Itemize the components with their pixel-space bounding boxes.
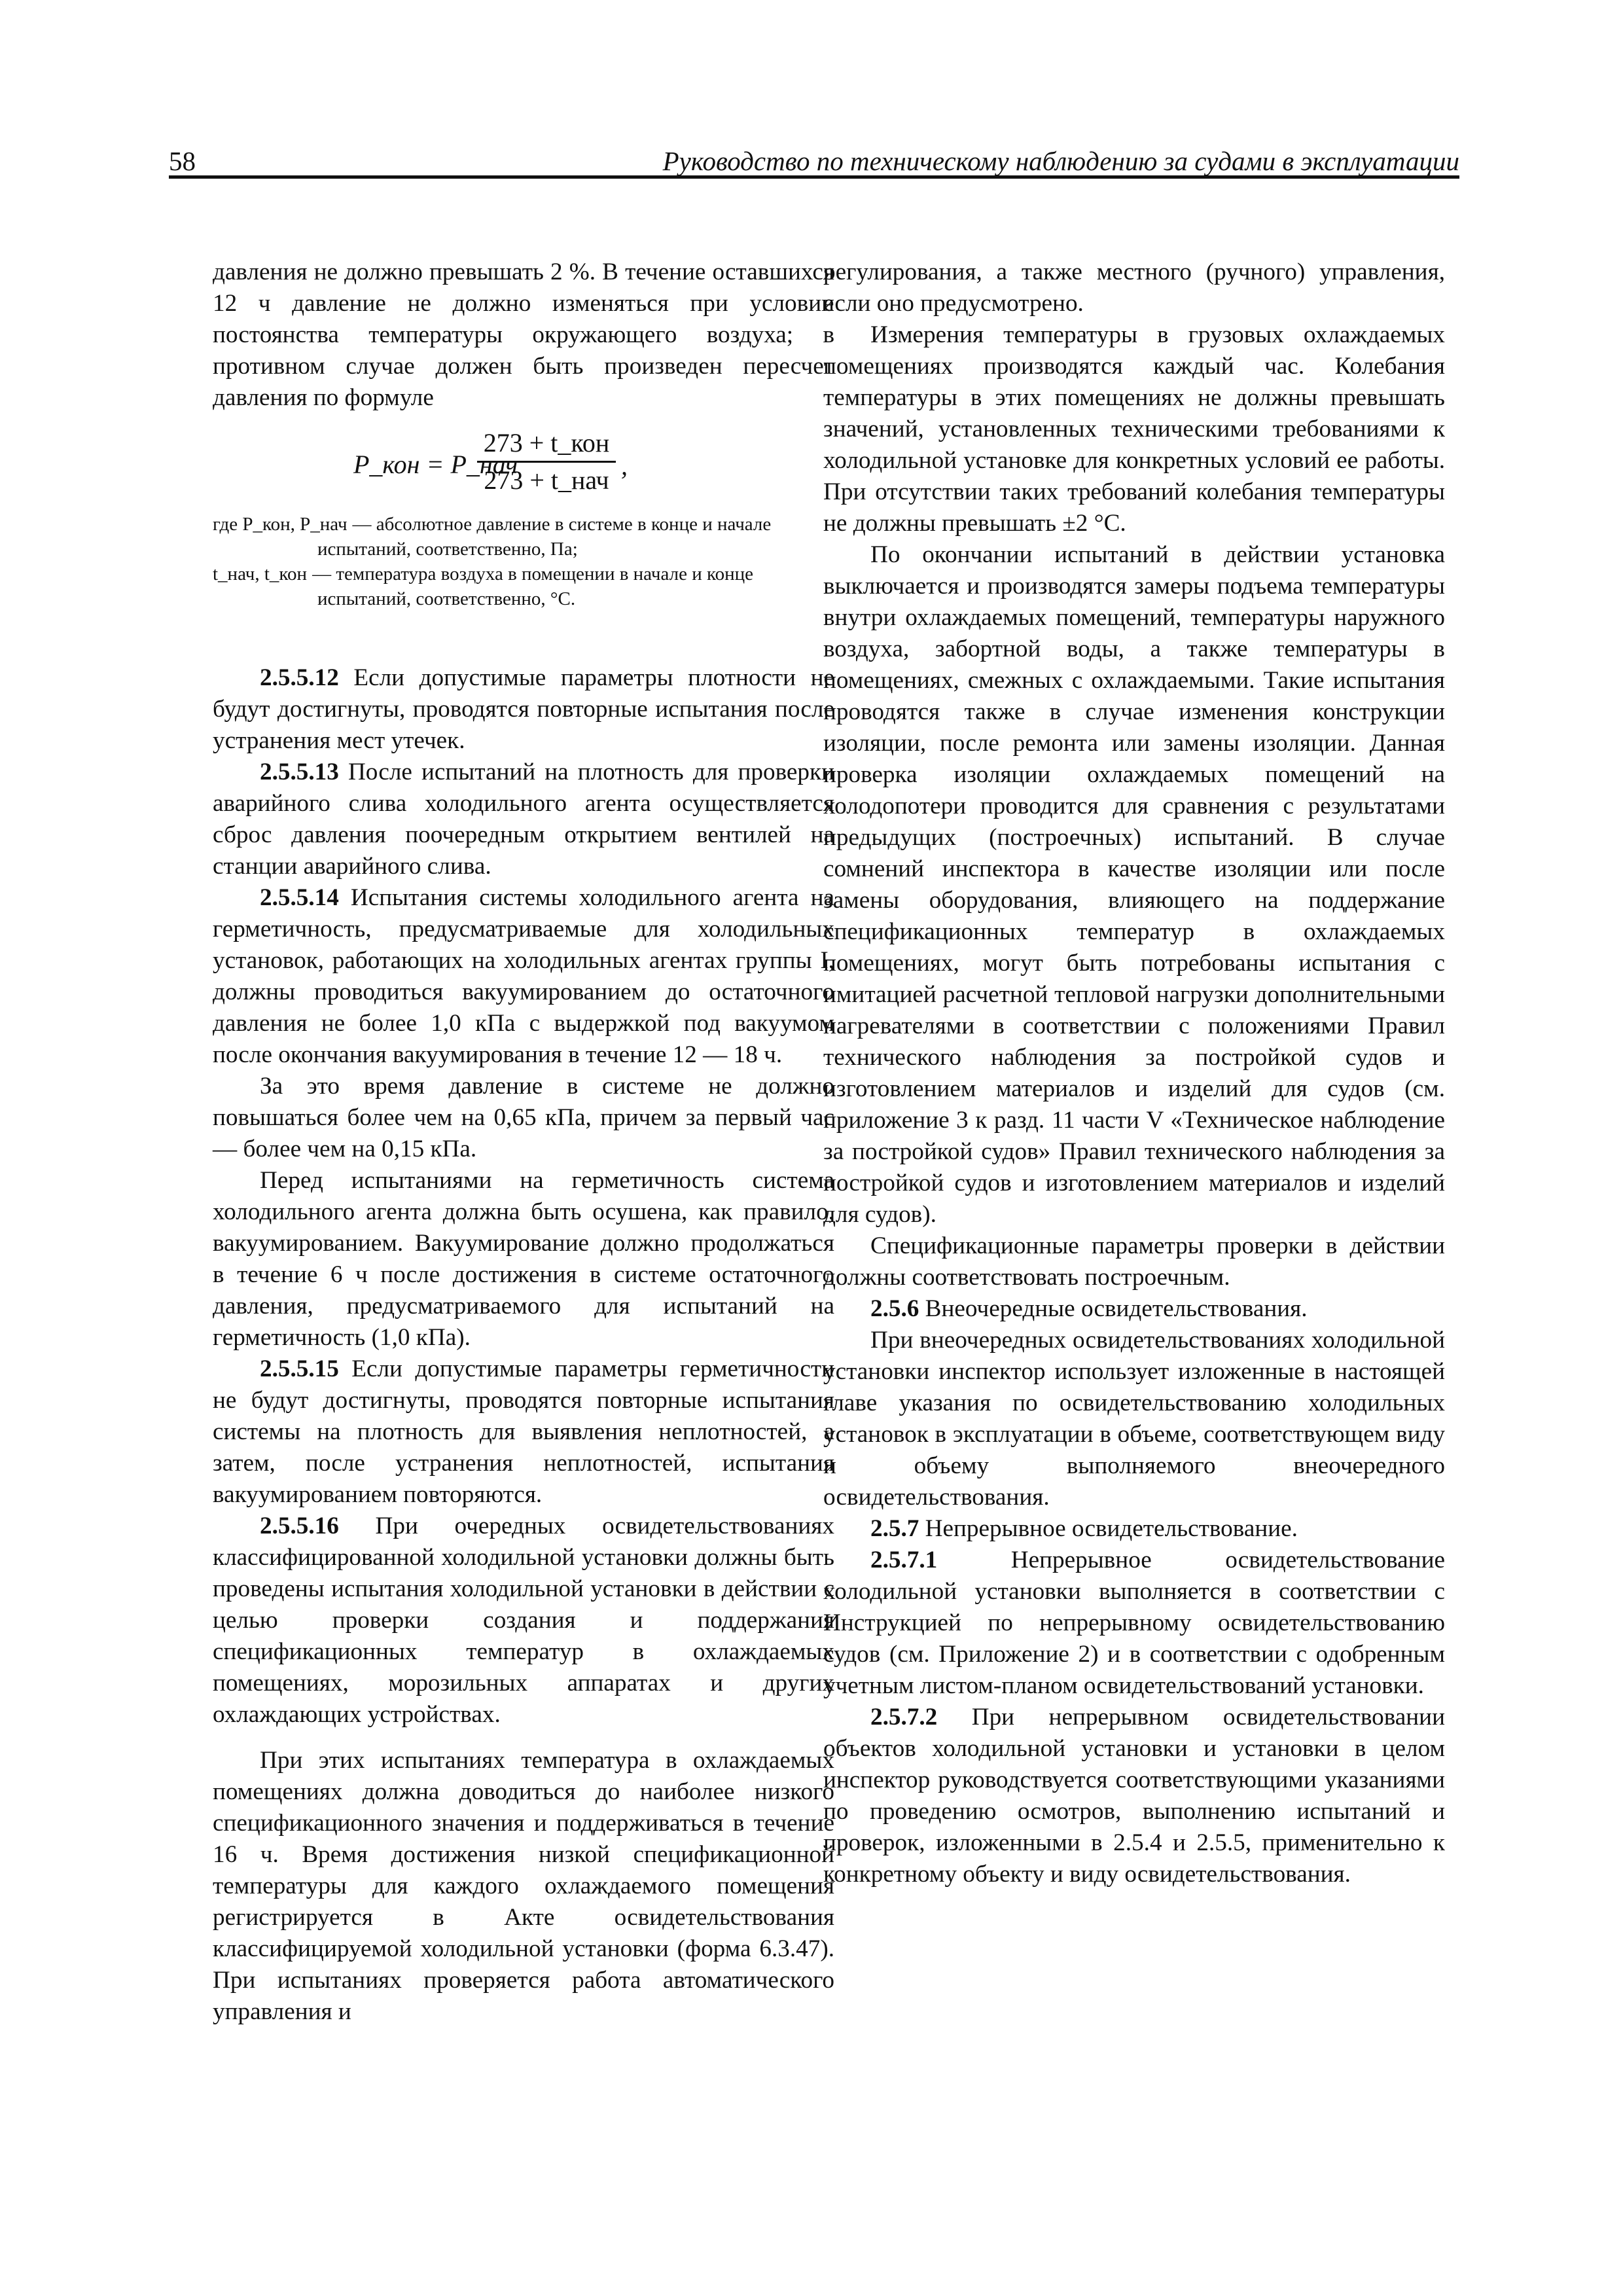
left-column: [213, 257, 834, 2028]
paragraph: При внеочередных освидетельствованиях холодильной установки инспектор использует изложенные в настоящей главе указания по освидетельствованию холодильных установок в эксплуатации в объеме, соответствующем виду и объему выполняемого внеочередного освидетельствования.: [823, 1327, 1445, 1511]
legend-symbol: где P_кон, P_нач: [213, 514, 348, 535]
clause-number: 2.5.5.14: [260, 884, 339, 911]
paragraph-text: При очередных освидетельствованиях классифицированной холодильной установки должны быть проведены испытания холодильной установки в действии с целью проверки создания и поддержания спецификационных температур в охлаждаемых помещениях, морозильных аппаратах и других охлаждающих устройствах.: [213, 1513, 834, 1728]
paragraph: [213, 1511, 834, 1731]
fraction-bar: [477, 461, 616, 463]
formula-legend: [213, 512, 834, 611]
paragraph-text: Если допустимые параметры плотности не будут достигнуты, проводятся повторные испытания после устранения мест утечек.: [213, 664, 834, 754]
paragraph-text: Испытания системы холодильного агента на герметичность, предусматриваемые для холодильных установок, работающих на холодильных агентах группы I, должны проводиться вакуумированием до остаточного давления не более 1,0 кПа с выдержкой под вакуумом после окончания вакуумирования в течение 12 — 18 ч.: [213, 884, 834, 1068]
formula-numerator: 273 + t_кон: [483, 428, 610, 457]
formula-denominator: 273 + t_нач: [484, 465, 609, 495]
paragraph: регулирования, а также местного (ручного) управления, если оно предусмотрено.: [823, 259, 1445, 317]
paragraph: [213, 882, 834, 1071]
clause-number: 2.5.5.12: [260, 664, 339, 691]
paragraph: [823, 1293, 1445, 1325]
paragraph: [213, 757, 834, 882]
paragraph: [213, 662, 834, 757]
clause-number: 2.5.5.13: [260, 759, 339, 785]
paragraph: По окончании испытаний в действии установка выключается и производятся замеры подъема температуры внутри охлаждаемых помещений, температуры наружного воздуха, забортной воды, а также температуры в помещениях, смежных с охлаждаемыми. Такие испытания проводятся также в случае изменения конструкции изоляции, после ремонта или замены изоляции. Данная проверка изоляции охлаждаемых помещений на холодопотери проводится для сравнения с результатами предыдущих (построечных) испытаний. В случае сомнений инспектора в качестве изоляции или после замены оборудования, влияющего на поддержание спецификационных температур в охлаждаемых помещениях, могут быть потребованы испытания с имитацией расчетной тепловой нагрузки дополнительными нагревателями в соответствии с положениями Правил технического наблюдения за постройкой судов и изготовлением материалов и изделий для судов (см. приложение 3 к разд. 11 части V «Техническое наблюдение за постройкой судов» Правил технического наблюдения за постройкой судов и изготовлением материалов и изделий для судов).: [823, 541, 1445, 1228]
paragraph: Перед испытаниями на герметичность система холодильного агента должна быть осушена, как правило, вакуумированием. Вакуумирование должно продолжаться в течение 6 ч после достижения в системе остаточного давления, предусматриваемого для испытаний на герметичность (1,0 кПа).: [213, 1167, 834, 1351]
clause-number: 2.5.5.15: [260, 1355, 339, 1382]
pressure-formula: [213, 427, 834, 500]
header-rule: [169, 175, 1459, 179]
clause-number: 2.5.7: [870, 1515, 919, 1542]
formula-fraction: [477, 427, 616, 497]
legend-text: испытаний, соответственно, °С.: [317, 588, 576, 609]
section-heading: Непрерывное освидетельствование.: [919, 1515, 1298, 1542]
right-column: [823, 257, 1445, 1890]
clause-number: 2.5.6: [870, 1295, 919, 1322]
paragraph-text: После испытаний на плотность для проверки аварийного слива холодильного агента осуществляется сброс давления поочередным открытием вентилей на станции аварийного слива.: [213, 759, 834, 880]
legend-symbol: t_нач, t_кон: [213, 564, 308, 584]
paragraph: [823, 1513, 1445, 1545]
legend-text: — температура воздуха в помещении в начале и конце: [312, 564, 753, 584]
paragraph-text: Если допустимые параметры герметичности не будут достигнуты, проводятся повторные испытания системы на плотность для выявления неплотностей, а затем, после устранения неплотностей, испытания вакуумированием повторяются.: [213, 1355, 834, 1508]
section-heading: Внеочередные освидетельствования.: [919, 1295, 1308, 1322]
paragraph: Измерения температуры в грузовых охлаждаемых помещениях производятся каждый час. Колебания температуры в этих помещениях не должны превышать значений, установленных техническими требованиями к холодильной установке для конкретных условий ее работы. При отсутствии таких требований колебания температуры не должны превышать ±2 °С.: [823, 321, 1445, 537]
legend-text: испытаний, соответственно, Па;: [317, 539, 578, 560]
paragraph-text: Непрерывное освидетельствование холодильной установки выполняется в соответствии с Инструкцией по непрерывному освидетельствованию судов (см. Приложение 2) и в соответствии с одобренным учетным листом-планом освидетельствований установки.: [823, 1547, 1445, 1699]
clause-number: 2.5.7.2: [870, 1704, 938, 1731]
paragraph: Спецификационные параметры проверки в действии должны соответствовать построечным.: [823, 1232, 1445, 1291]
paragraph: [213, 1354, 834, 1511]
formula-lhs: P_кон = P_нач: [353, 450, 518, 479]
paragraph: давления не должно превышать 2 %. В течение оставшихся 12 ч давление не должно изменяться при условии постоянства температуры окружающего воздуха; в противном случае должен быть произведен пересчет давления по формуле: [213, 259, 834, 411]
paragraph: При этих испытаниях температура в охлаждаемых помещениях должна доводиться до наиболее низкого спецификационного значения и поддерживаться в течение 16 ч. Время достижения низкой спецификационной температуры для каждого охлаждаемого помещения регистрируется в Акте освидетельствования классифицируемой холодильной установки (форма 6.3.47). При испытаниях проверяется работа автоматического управления и: [213, 1747, 834, 2025]
paragraph: [823, 1702, 1445, 1890]
clause-number: 2.5.7.1: [870, 1547, 938, 1573]
paragraph: [823, 1545, 1445, 1702]
paragraph: За это время давление в системе не должно повышаться более чем на 0,65 кПа, причем за первый час — более чем на 0,15 кПа.: [213, 1073, 834, 1162]
page-number: 58: [169, 146, 196, 176]
clause-number: 2.5.5.16: [260, 1513, 339, 1539]
paragraph-text: При непрерывном освидетельствовании объектов холодильной установки и установки в целом инспектор руководствуется соответствующими указаниями по проведению осмотров, выполнению испытаний и проверок, изложенными в 2.5.4 и 2.5.5, применительно к конкретному объекту и виду освидетельствования.: [823, 1704, 1445, 1888]
running-title: Руководство по техническому наблюдению за судами в эксплуатации: [662, 146, 1459, 176]
formula-tail: ,: [621, 451, 628, 480]
legend-text: — абсолютное давление в системе в конце и начале: [352, 514, 772, 535]
